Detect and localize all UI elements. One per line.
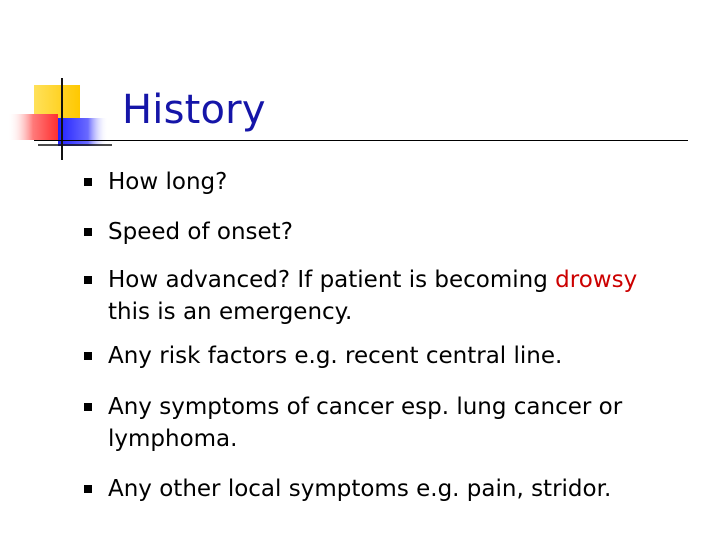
- square-bullet-icon: [84, 228, 92, 236]
- bullet-text: Any other local symptoms e.g. pain, stridor.: [108, 476, 612, 502]
- bullet-text: Any symptoms of cancer esp. lung cancer or lymphoma.: [108, 394, 623, 452]
- list-item: [84, 216, 684, 248]
- list-item: [84, 340, 684, 372]
- square-bullet-icon: [84, 178, 92, 186]
- bullet-text: Speed of onset?: [108, 219, 293, 245]
- list-item: [84, 473, 684, 505]
- bullet-text-after: this is an emergency.: [108, 299, 353, 325]
- square-bullet-icon: [84, 276, 92, 284]
- slide-title: History: [122, 87, 266, 133]
- square-bullet-icon: [84, 403, 92, 411]
- square-bullet-icon: [84, 485, 92, 493]
- list-item: [84, 166, 684, 198]
- bullet-text-before: How advanced? If patient is becoming: [108, 267, 556, 293]
- list-item: [84, 391, 684, 455]
- bullet-text: Any risk factors e.g. recent central line.: [108, 343, 563, 369]
- highlighted-word: drowsy: [555, 267, 638, 293]
- square-bullet-icon: [84, 352, 92, 360]
- bullet-text: How long?: [108, 169, 228, 195]
- list-item: [84, 264, 684, 328]
- bullet-text: [108, 264, 684, 328]
